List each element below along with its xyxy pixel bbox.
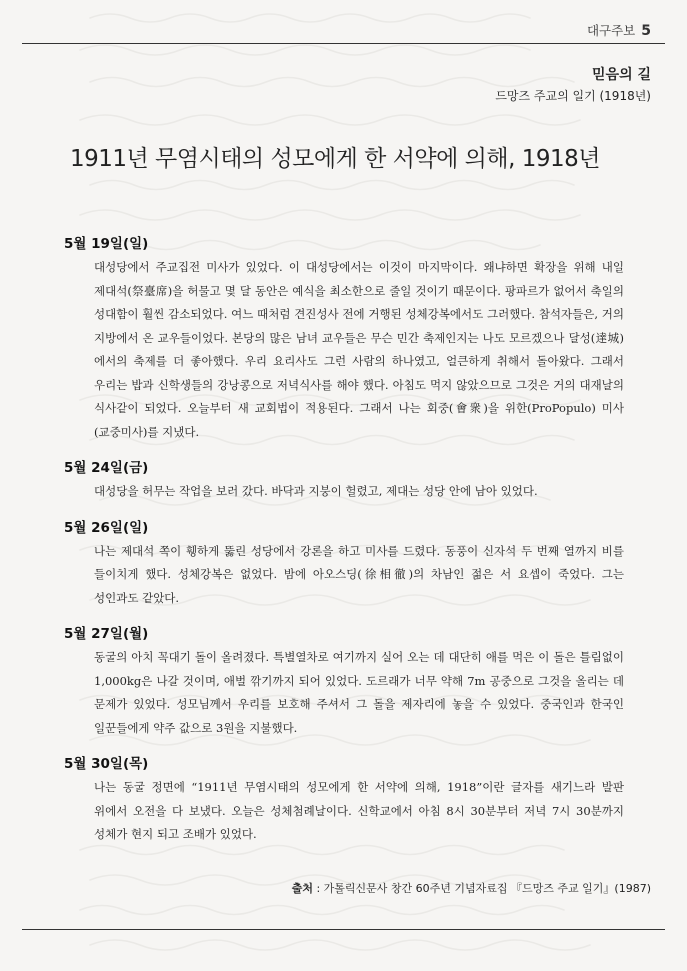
- diary-entries: [64, 232, 624, 859]
- series-subtitle: 드망즈 주교의 일기 (1918년): [495, 89, 651, 103]
- footer-rule: [22, 929, 665, 930]
- entry-text: 나는 제대석 쪽이 휑하게 뚫린 성당에서 강론을 하고 미사를 드렸다. 동풍이 신자석 두 번째 열까지 비를 들이치게 했다. 성체강복은 없었다. 밤에 아오스딩(徐相徹)의 차남인 젊은 서 요셉이 죽었다. 그는 성인과도 같았다.: [94, 543, 624, 605]
- entry-text: 대성당에서 주교집전 미사가 있었다. 이 대성당에서는 이것이 마지막이다. 왜냐하면 확장을 위해 내일 제대석(祭臺席)을 허물고 몇 달 동안은 예식을 최소한으로 줄일 것이기 때문이다. 팡파르가 없어서 축일의 성대함이 훨씬 감소되었다. 여느 때처럼 견진성사 전에 거행된 성체강복에서도 그러했다. 참석자들은, 거의 지방에서 온 교우들이었다. 본당의 많은 남녀 교우들은 무슨 민간 축제인지는 나도 모르겠으나 달성(達城)에서의 축제를 더 좋아했다. 우리 요리사도 그런 사람의 하나였고, 얼큰하게 취해서 돌아왔다. 그래서 우리는 밥과 신학생들의 강낭콩으로 저녁식사를 해야 했다. 아침도 먹지 않았으므로 그것은 거의 대재날의 식사같이 되었다. 오늘부터 새 교회법이 적용된다. 그래서 나는 회중(會衆)을 위한(ProPopulo) 미사(교중미사)를 지냈다.: [94, 260, 624, 439]
- entry-text: 동굴의 아치 꼭대기 돌이 올려졌다. 특별열차로 여기까지 실어 오는 데 대단히 애를 먹은 이 돌은 틀림없이 1,000kg은 나갈 것이며, 애벌 깎기까지 되어 있었다. 도르래가 너무 약해 7m 공중으로 그것을 올리는 데 문제가 있었다. 성모님께서 우리를 보호해 주셔서 그 돌을 제자리에 놓을 수 있었다. 중국인과 한국인 일꾼들에게 약주 값으로 3원을 지불했다.: [94, 650, 624, 735]
- entry-text: 나는 동굴 정면에 “1911년 무염시태의 성모에게 한 서약에 의해, 1918”이란 글자를 새기느라 발판 위에서 오전을 다 보냈다. 오늘은 성체첨례날이다. 신학교에서 아침 8시 30분부터 저녁 7시 30분까지 성체가 현지 되고 조배가 있었다.: [94, 780, 624, 841]
- article-title: 1911년 무염시태의 성모에게 한 서약에 의해, 1918년: [70, 146, 600, 172]
- diary-entry: [64, 232, 624, 444]
- entry-date: 5월 30일(목): [64, 756, 149, 772]
- entry-date: 5월 19일(일): [64, 236, 149, 252]
- diary-entry: [64, 622, 624, 740]
- entry-date: 5월 27일(월): [64, 626, 149, 642]
- header-section: 대구주보: [586, 23, 636, 38]
- source-label: 출처: [291, 882, 313, 895]
- diary-entry: [64, 516, 624, 611]
- source-citation: [292, 880, 651, 896]
- entry-date: 5월 24일(금): [64, 460, 149, 476]
- header-running-title: [587, 21, 651, 39]
- series-title: 믿음의 길: [592, 67, 651, 83]
- source-text: : 가톨릭신문사 창간 60주년 기념자료집 『드망즈 주교 일기』(1987): [312, 882, 651, 895]
- header-rule: [22, 43, 665, 44]
- diary-entry: [64, 456, 624, 504]
- entry-text: 대성당을 허무는 작업을 보러 갔다. 바닥과 지붕이 헐렸고, 제대는 성당 안에 남아 있었다.: [94, 484, 538, 498]
- series-heading: [495, 64, 651, 104]
- diary-entry: [64, 752, 624, 847]
- entry-date: 5월 26일(일): [64, 519, 149, 536]
- page-number: 5: [641, 23, 651, 39]
